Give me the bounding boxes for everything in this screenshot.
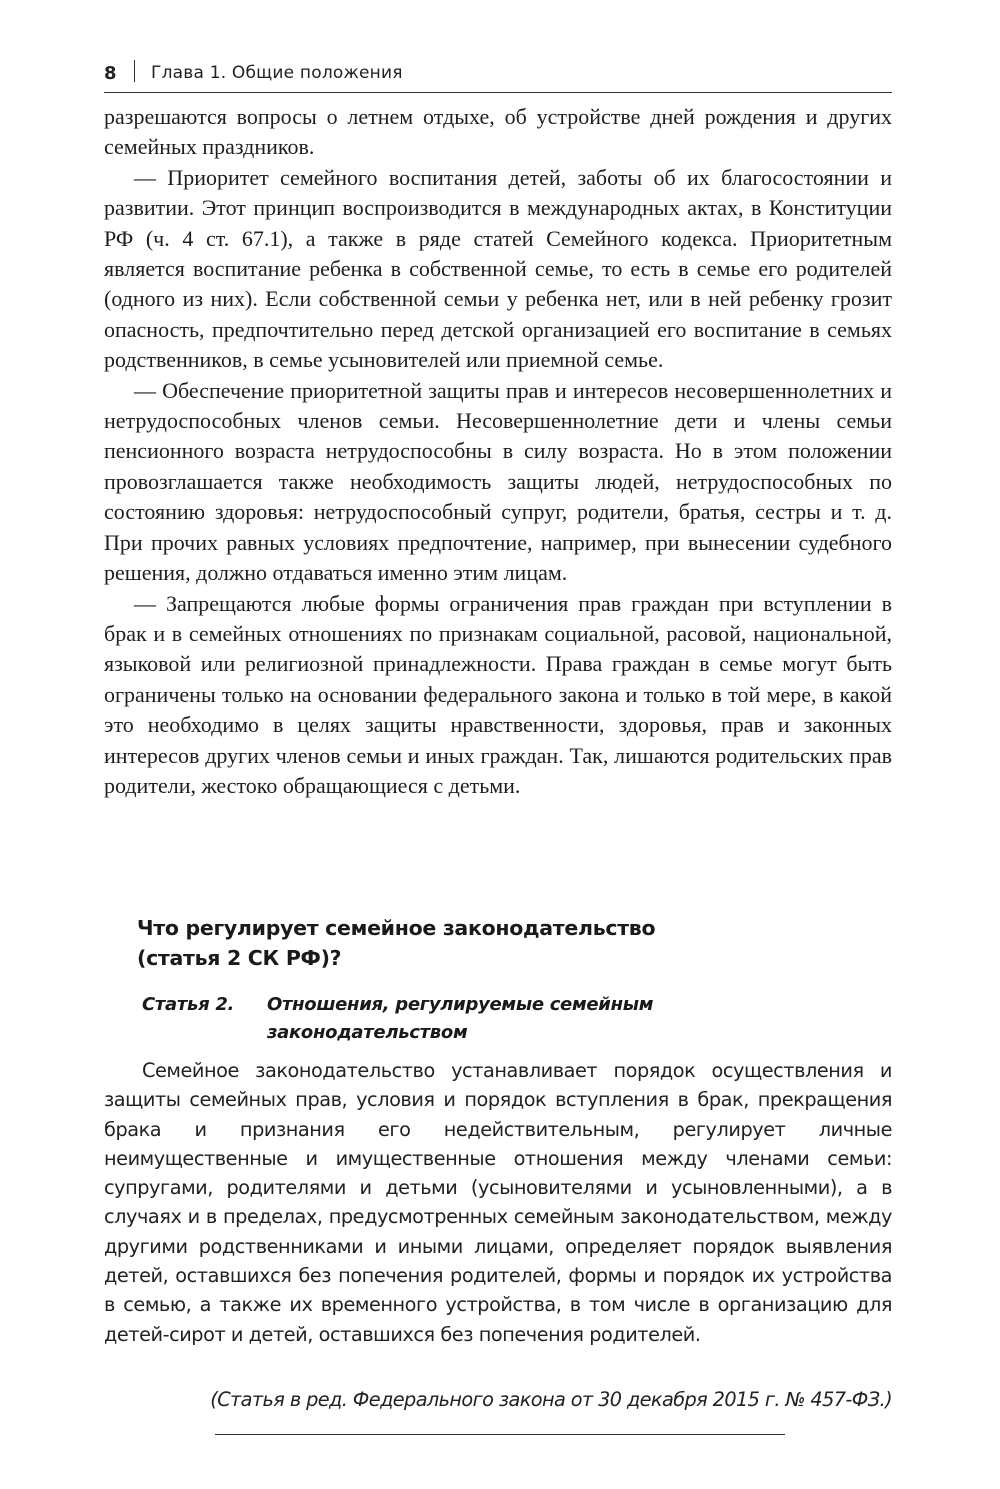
paragraph-priority-upbringing: — Приоритет семейного воспитания детей, заботы об их благосостоянии и развитии. Этот принцип воспроизводится в международных актах, в Конституции РФ (ч. 4 ст. 67.1), а также в ряде статей Семейного кодекса. Приоритетным является воспитание ребенка в собственной семье, то есть в семье его родителей (одного из них). Если собственной семьи у ребенка нет, или в ней ребенку грозит опасность, предпочтительно перед детской организацией его воспитание в семьях родственников, в семье усыновителей или приемной семье. [104, 164, 892, 373]
paragraph-continuation: разрешаются вопросы о летнем отдыхе, об устройстве дней рождения и других семейных праздников. [104, 104, 892, 160]
paragraph-restriction-ban: — Запрещаются любые формы ограничения прав граждан при вступлении в брак и в семейных отношениях по признакам социальной, расовой, национальной, языковой или религиозной принадлежности. Права граждан в семье могут быть ограничены только на основании федерального закона и только в той мере, в какой это необходимо в целях защиты нравственности, здоровья, прав и законных интересов других членов семьи и иных граждан. Так, лишаются родительских прав родители, жестоко обращающиеся с детьми. [104, 590, 892, 798]
article-text [104, 1056, 892, 1349]
section-heading [137, 913, 857, 973]
article-title-line2: законодательством [267, 1022, 468, 1043]
article-title [142, 991, 842, 1047]
chapter-title: Глава 1. Общие положения [151, 63, 403, 83]
header-rule [104, 92, 892, 93]
section-heading-line2: (статья 2 СК РФ)? [137, 946, 342, 970]
article-amendment-note: (Статья в ред. Федерального закона от 30 декабря 2015 г. № 457-ФЗ.) [210, 1388, 892, 1411]
header-separator [134, 60, 135, 82]
bottom-rule [215, 1434, 785, 1435]
page-number: 8 [104, 63, 117, 84]
section-heading-line1: Что регулирует семейное законодательство [137, 916, 656, 940]
article-label: Статья 2. [142, 994, 235, 1015]
body-text [104, 102, 892, 801]
paragraph-priority-protection: — Обеспечение приоритетной защиты прав и интересов несовершеннолетних и нетрудоспособных членов семьи. Несовершеннолетние дети и члены семьи пенсионного возраста нетрудоспособны в силу возраста. Но в этом положении провозглашается также необходимость защиты людей, нетрудоспособных по состоянию здоровья: нетрудоспособный супруг, родители, братья, сестры и т. д. При прочих равных условиях предпочтение, например, при вынесении судебного решения, должно отдаваться именно этим лицам. [104, 377, 892, 586]
article-paragraph: Семейное законодательство устанавливает порядок осуществления и защиты семейных прав, условия и порядок вступления в брак, прекращения брака и признания его недействительным, регулирует личные неимущественные и имущественные отношения между членами семьи: супругами, родителями и детьми (усыновителями и усыновленными), а в случаях и в пределах, предусмотренных семейным законодательством, между другими родственниками и иными лицами, определяет порядок выявления детей, оставшихся без попечения родителей, формы и порядок их устройства в семью, а также их временного устройства, в том числе в организацию для детей-сирот и детей, оставшихся без попечения родителей. [104, 1059, 892, 1346]
article-title-line1: Отношения, регулируемые семейным [267, 994, 654, 1015]
running-header [104, 60, 892, 96]
